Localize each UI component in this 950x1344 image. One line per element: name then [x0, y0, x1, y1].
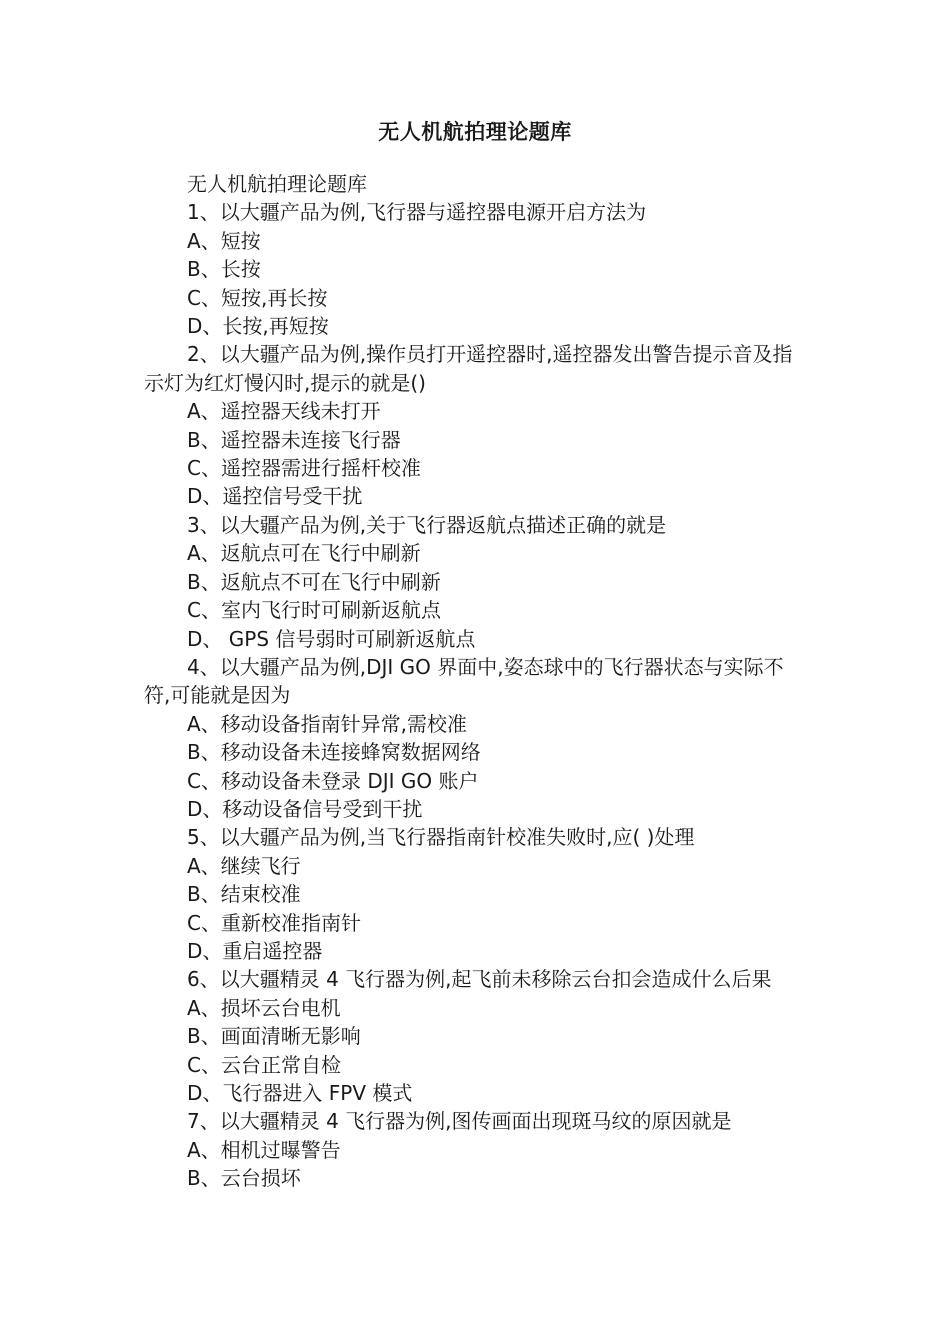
- question-stem: 5、以大疆产品为例,当飞行器指南针校准失败时,应( )处理: [187, 825, 695, 850]
- question-stem: 2、以大疆产品为例,操作员打开遥控器时,遥控器发出警告提示音及指示灯为红灯慢闪时,提示的就是(): [144, 342, 793, 395]
- answer-option: A、短按: [187, 228, 261, 253]
- question-stem: 3、以大疆产品为例,关于飞行器返航点描述正确的就是: [187, 512, 667, 537]
- answer-option: A、遥控器天线未打开: [187, 399, 381, 424]
- answer-option: D、 GPS 信号弱时可刷新返航点: [187, 626, 476, 651]
- answer-option: D、飞行器进入 FPV 模式: [187, 1081, 413, 1105]
- question-stem: 6、以大疆精灵 4 飞行器为例,起飞前未移除云台扣会造成什么后果: [187, 967, 772, 992]
- answer-option: B、长按: [187, 257, 261, 282]
- answer-option: D、长按,再短按: [187, 314, 329, 339]
- answer-option: B、返航点不可在飞行中刷新: [187, 569, 441, 594]
- answer-option: C、移动设备未登录 DJI GO 账户: [187, 768, 479, 793]
- answer-option: B、遥控器未连接飞行器: [187, 427, 401, 452]
- answer-option: D、遥控信号受干扰: [187, 484, 363, 509]
- page-title: 无人机航拍理论题库: [378, 120, 572, 144]
- answer-option: B、云台损坏: [187, 1166, 301, 1191]
- answer-option: A、损坏云台电机: [187, 995, 341, 1020]
- answer-option: B、结束校准: [187, 882, 301, 907]
- answer-option: C、云台正常自检: [187, 1052, 341, 1077]
- answer-option: D、移动设备信号受到干扰: [187, 796, 423, 821]
- answer-option: B、画面清晰无影响: [187, 1024, 361, 1049]
- subtitle-line: 无人机航拍理论题库: [187, 172, 367, 196]
- answer-option: A、继续飞行: [187, 853, 301, 878]
- answer-option: B、移动设备未连接蜂窝数据网络: [187, 740, 481, 765]
- question-stem: 1、以大疆产品为例,飞行器与遥控器电源开启方法为: [187, 200, 647, 225]
- answer-option: C、遥控器需进行摇杆校准: [187, 456, 421, 481]
- document-body: [144, 170, 808, 1193]
- answer-option: C、短按,再长按: [187, 285, 328, 310]
- answer-option: C、室内飞行时可刷新返航点: [187, 598, 441, 623]
- answer-option: A、返航点可在飞行中刷新: [187, 541, 421, 566]
- answer-option: D、重启遥控器: [187, 938, 323, 963]
- answer-option: C、重新校准指南针: [187, 910, 361, 935]
- question-stem: 4、以大疆产品为例,DJI GO 界面中,姿态球中的飞行器状态与实际不符,可能就是因为: [144, 654, 784, 708]
- answer-option: A、移动设备指南针异常,需校准: [187, 711, 468, 736]
- question-stem: 7、以大疆精灵 4 飞行器为例,图传画面出现斑马纹的原因就是: [187, 1109, 732, 1134]
- answer-option: A、相机过曝警告: [187, 1137, 341, 1162]
